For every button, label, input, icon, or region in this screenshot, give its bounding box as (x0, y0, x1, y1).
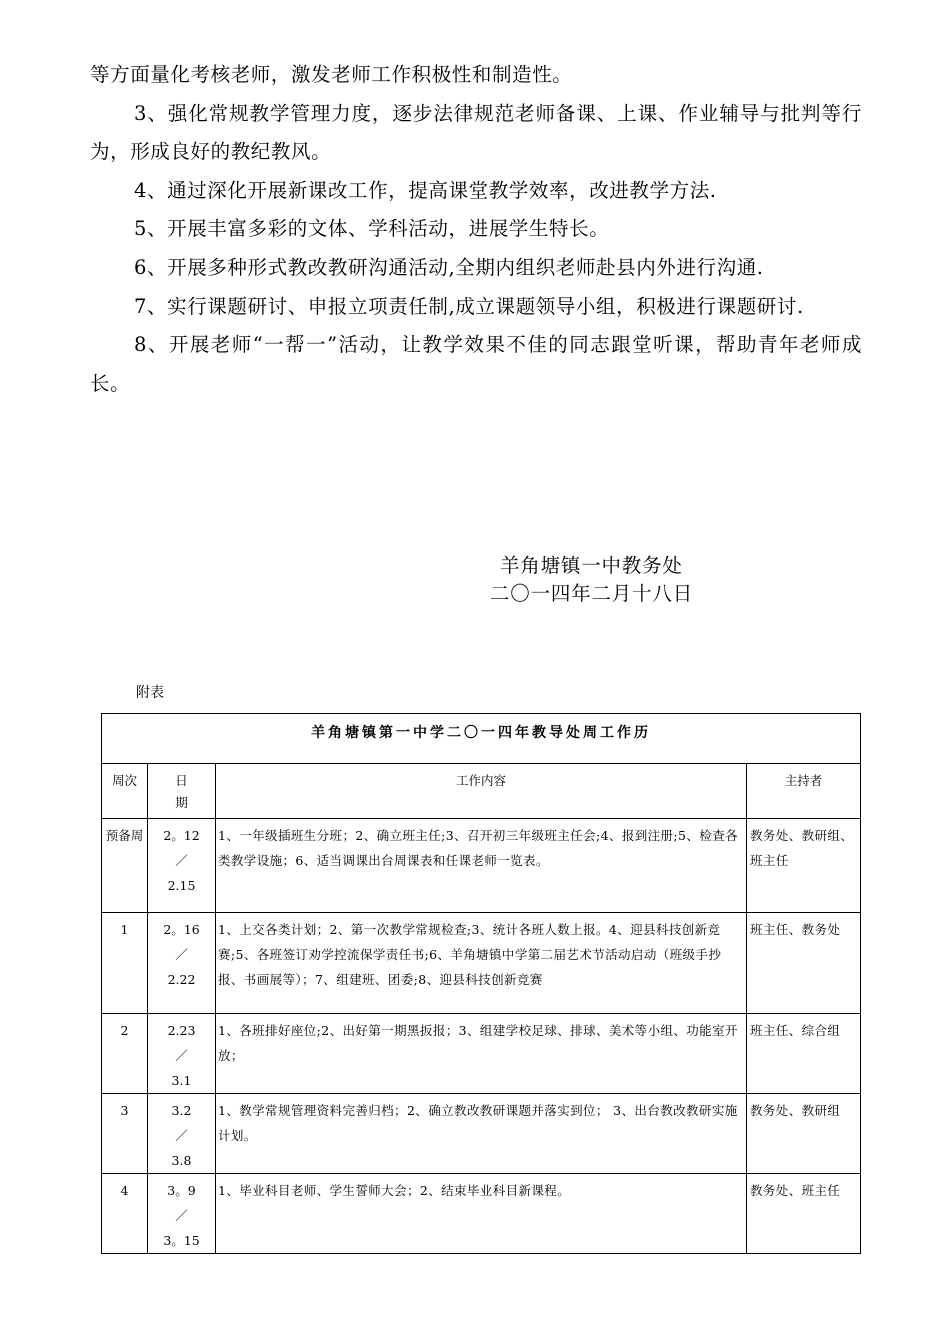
date-separator: ／ (175, 1208, 188, 1223)
table-row (102, 819, 861, 913)
cell-content: 1、一年级插班生分班；2、确立班主任;3、召开初三年级班主任会;4、报到注册;5、检查各类教学设施；6、适当调课出台周课表和任课老师一览表。 (216, 819, 747, 913)
date-separator: ／ (175, 853, 188, 868)
cell-content: 1、上交各类计划；2、第一次教学常规检查;3、统计各班人数上报。4、迎县科技创新竞赛;5、各班签订劝学控流保学责任书;6、羊角塘镇中学第二届艺术节活动启动（班级手抄报、书画展等）；7、组建班、团委;8、迎县科技创新竞赛 (216, 913, 747, 1014)
header-week: 周次 (102, 764, 148, 819)
paragraph: 6、开展多种形式教改教研沟通活动,全期内组织老师赴县内外进行沟通. (134, 255, 764, 279)
signature-date: 二〇一四年二月十八日 (490, 582, 694, 605)
date-end: 3.8 (171, 1153, 192, 1168)
paragraph: 7、实行课题研讨、申报立项责任制,成立课题领导小组，积极进行课题研讨. (134, 294, 804, 318)
cell-host: 教务处、教研组、班主任 (747, 819, 861, 913)
paragraph: 3、强化常规教学管理力度，逐步法律规范老师备课、上课、作业辅导与批判等行为，形成良好的教纪教风。 (90, 101, 862, 164)
paragraph: 等方面量化考核老师，激发老师工作积极性和制造性。 (90, 63, 573, 86)
cell-week: 2 (102, 1014, 148, 1094)
date-separator: ／ (175, 1128, 188, 1143)
date-start: 3.2 (171, 1103, 192, 1118)
header-date-part: 期 (175, 795, 188, 810)
cell-date (148, 819, 216, 913)
cell-date (148, 913, 216, 1014)
cell-host: 教务处、教研组 (747, 1094, 861, 1174)
table-row (102, 1174, 861, 1254)
date-start: 2.23 (167, 1023, 196, 1038)
cell-week: 3 (102, 1094, 148, 1174)
header-host: 主持者 (747, 764, 861, 819)
table-header-row (102, 764, 861, 819)
date-start: 3。9 (167, 1183, 196, 1198)
date-start: 2。16 (163, 922, 200, 937)
cell-host: 班主任、综合组 (747, 1014, 861, 1094)
signature-org: 羊角塘镇一中教务处 (500, 554, 683, 577)
date-separator: ／ (175, 1048, 188, 1063)
cell-week: 4 (102, 1174, 148, 1254)
calendar-title: 羊角塘镇第一中学二〇一四年教导处周工作历 (102, 714, 861, 764)
date-end: 2.15 (167, 878, 196, 893)
date-end: 3。15 (163, 1233, 200, 1248)
date-separator: ／ (175, 947, 188, 962)
table-row (102, 913, 861, 1014)
cell-content: 1、毕业科目老师、学生誓师大会；2、结束毕业科目新课程。 (216, 1174, 747, 1254)
header-date-part: 日 (175, 773, 188, 788)
work-calendar-table (101, 713, 861, 1254)
cell-content: 1、教学常规管理资料完善归档；2、确立教改教研课题并落实到位； 3、出台教改教研实施计划。 (216, 1094, 747, 1174)
paragraph: 5、开展丰富多彩的文体、学科活动，进展学生特长。 (134, 217, 610, 241)
paragraph: 4、通过深化开展新课改工作，提高课堂教学效率，改进教学方法. (134, 178, 717, 202)
cell-host: 教务处、班主任 (747, 1174, 861, 1254)
table-row (102, 1014, 861, 1094)
cell-content: 1、各班排好座位;2、出好第一期黑扳报；3、组建学校足球、排球、美术等小组、功能室开放； (216, 1014, 747, 1094)
cell-date (148, 1014, 216, 1094)
signature-block (490, 552, 693, 608)
date-start: 2。12 (163, 828, 200, 843)
cell-week: 1 (102, 913, 148, 1014)
paragraph: 8、开展老师“一帮一”活动，让教学效果不佳的同志跟堂听课，帮助青年老师成长。 (90, 333, 862, 395)
header-date (148, 764, 216, 819)
date-end: 3.1 (171, 1073, 192, 1088)
header-content: 工作内容 (216, 764, 747, 819)
cell-week: 预备周 (102, 819, 148, 913)
table-row (102, 1094, 861, 1174)
cell-host: 班主任、教务处 (747, 913, 861, 1014)
attachment-label: 附表 (136, 685, 164, 701)
cell-date (148, 1094, 216, 1174)
body-text (90, 56, 862, 403)
date-end: 2.22 (167, 972, 196, 987)
cell-date (148, 1174, 216, 1254)
